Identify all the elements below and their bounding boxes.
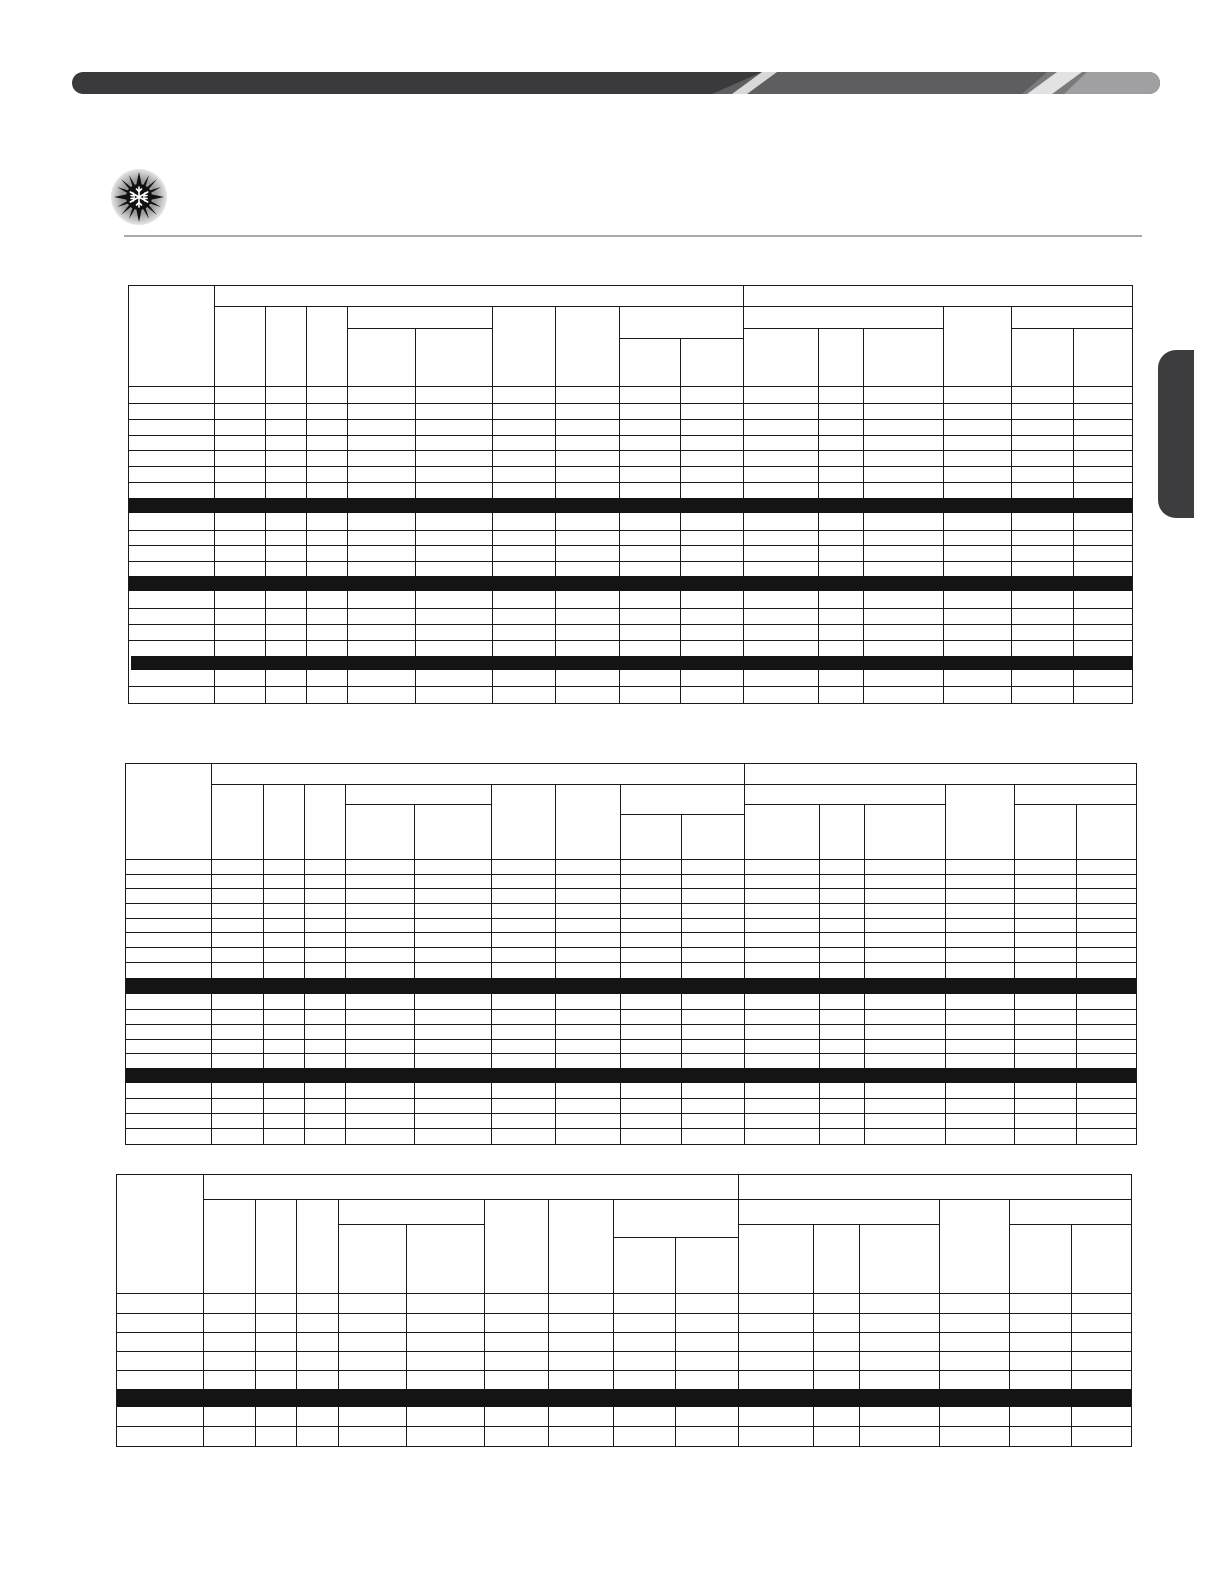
table-rule bbox=[126, 903, 1136, 904]
table-rule bbox=[129, 686, 1132, 687]
table-rule bbox=[129, 386, 1132, 387]
spec-table-1 bbox=[128, 285, 1133, 704]
table-rule bbox=[126, 932, 1136, 933]
section-band bbox=[126, 978, 1136, 994]
table-rule bbox=[304, 784, 305, 1144]
table-rule bbox=[743, 328, 943, 329]
table-rule bbox=[744, 804, 945, 805]
table-rule bbox=[126, 1053, 1136, 1054]
table-rule bbox=[1009, 1224, 1131, 1225]
table-rule bbox=[620, 784, 621, 1144]
table-rule bbox=[129, 419, 1132, 420]
table-rule bbox=[211, 764, 212, 1144]
table-rule bbox=[347, 328, 493, 329]
table-rule bbox=[738, 1224, 939, 1225]
table-rule bbox=[613, 1199, 614, 1446]
table-rule bbox=[126, 1009, 1136, 1010]
table-rule bbox=[813, 1224, 814, 1446]
table-rule bbox=[129, 608, 1132, 609]
table-rule bbox=[129, 530, 1132, 531]
table-rule bbox=[548, 1199, 549, 1446]
table-rule bbox=[263, 784, 264, 1144]
table-rule bbox=[126, 962, 1136, 963]
header-bar bbox=[72, 72, 1160, 94]
table-rule bbox=[255, 1199, 256, 1446]
table-rule bbox=[1011, 328, 1132, 329]
table-rule bbox=[491, 784, 492, 1144]
table-rule bbox=[117, 1313, 1131, 1314]
table-rule bbox=[818, 328, 819, 703]
header-divider bbox=[124, 235, 1142, 237]
table-rule bbox=[345, 804, 491, 805]
table-rule bbox=[945, 784, 946, 1144]
table-rule bbox=[338, 1199, 339, 1446]
table-rule bbox=[129, 466, 1132, 467]
table-rule bbox=[126, 1098, 1136, 1099]
table-rule bbox=[1073, 328, 1074, 703]
section-band bbox=[126, 1068, 1136, 1083]
table-rule bbox=[406, 1224, 407, 1446]
table-rule bbox=[117, 1293, 1131, 1294]
table-rule bbox=[620, 814, 744, 815]
table-rule bbox=[126, 1113, 1136, 1114]
section-band bbox=[131, 656, 1132, 670]
table-rule bbox=[126, 1024, 1136, 1025]
table-rule bbox=[117, 1426, 1131, 1427]
table-rule bbox=[214, 306, 1132, 307]
table-rule bbox=[484, 1199, 485, 1446]
section-band bbox=[129, 498, 1132, 513]
section-band bbox=[129, 576, 1132, 591]
table-rule bbox=[1071, 1224, 1072, 1446]
table-rule bbox=[345, 784, 346, 1144]
table-rule bbox=[619, 338, 743, 339]
table-rule bbox=[555, 784, 556, 1144]
table-rule bbox=[1014, 784, 1015, 1144]
table-rule bbox=[126, 1039, 1136, 1040]
table-rule bbox=[126, 888, 1136, 889]
spec-table-3 bbox=[116, 1174, 1132, 1447]
table-rule bbox=[415, 328, 416, 703]
table-rule bbox=[129, 403, 1132, 404]
table-rule bbox=[675, 1237, 676, 1446]
table-rule bbox=[864, 804, 865, 1144]
table-rule bbox=[211, 784, 1136, 785]
table-rule bbox=[939, 1199, 940, 1446]
table-rule bbox=[117, 1370, 1131, 1371]
table-rule bbox=[126, 918, 1136, 919]
table-rule bbox=[859, 1224, 860, 1446]
table-rule bbox=[1014, 804, 1136, 805]
table-rule bbox=[126, 947, 1136, 948]
table-rule bbox=[203, 1199, 1131, 1200]
table-rule bbox=[680, 338, 681, 703]
table-rule bbox=[414, 804, 415, 1144]
table-rule bbox=[129, 482, 1132, 483]
table-rule bbox=[126, 874, 1136, 875]
side-section-tab[interactable] bbox=[1158, 350, 1194, 518]
table-rule bbox=[129, 561, 1132, 562]
table-rule bbox=[129, 624, 1132, 625]
table-rule bbox=[863, 328, 864, 703]
table-rule bbox=[129, 640, 1132, 641]
table-rule bbox=[129, 545, 1132, 546]
table-rule bbox=[338, 1224, 484, 1225]
table-rule bbox=[819, 804, 820, 1144]
spec-table-2 bbox=[125, 763, 1137, 1145]
table-rule bbox=[1076, 804, 1077, 1144]
snowflake-sun-icon bbox=[110, 168, 168, 226]
table-rule bbox=[1009, 1199, 1010, 1446]
table-rule bbox=[117, 1332, 1131, 1333]
table-rule bbox=[117, 1351, 1131, 1352]
section-band bbox=[117, 1389, 1131, 1407]
table-rule bbox=[126, 1128, 1136, 1129]
table-rule bbox=[126, 859, 1136, 860]
table-rule bbox=[744, 764, 745, 1144]
table-rule bbox=[129, 435, 1132, 436]
table-rule bbox=[129, 450, 1132, 451]
table-rule bbox=[296, 1199, 297, 1446]
